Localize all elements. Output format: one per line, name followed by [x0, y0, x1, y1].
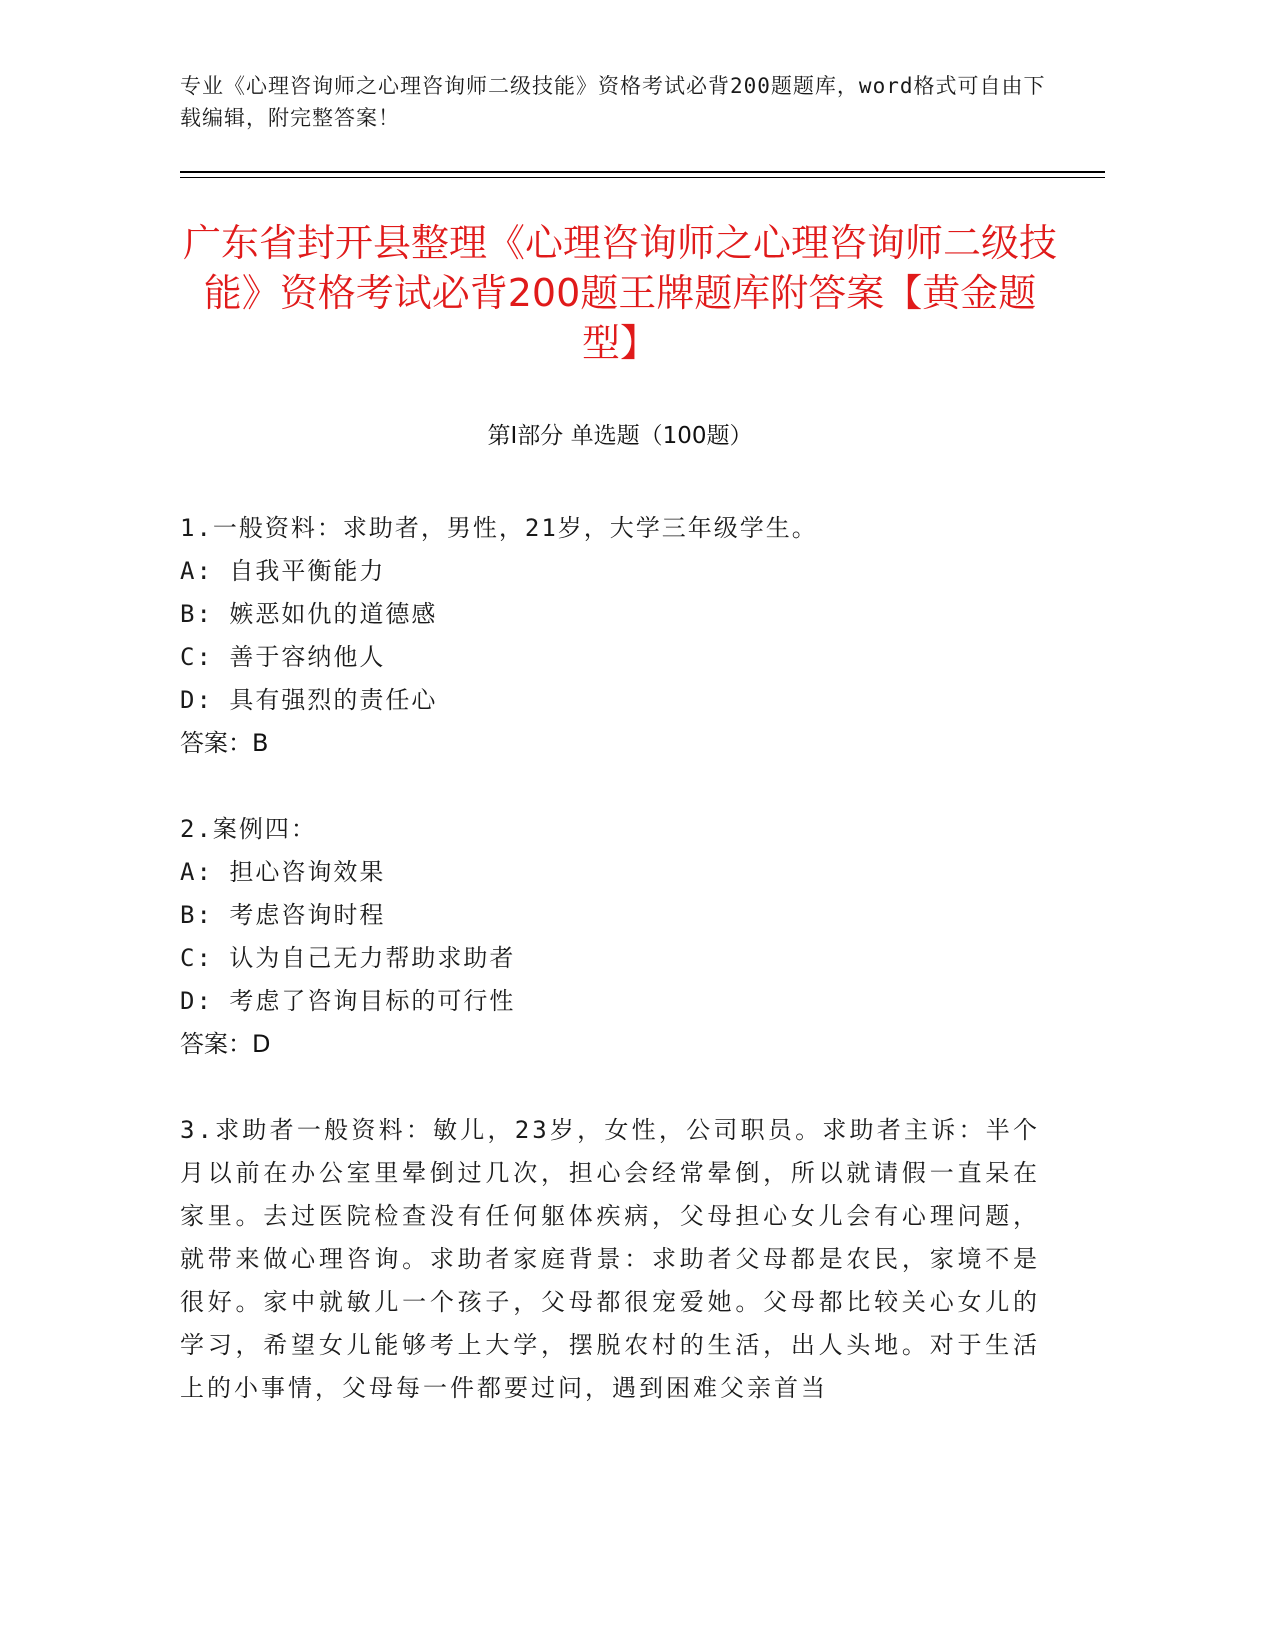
header-rule-thick: [180, 171, 1105, 173]
option-a: A: 担心咨询效果: [180, 858, 386, 886]
option-c: C: 善于容纳他人: [180, 643, 386, 671]
option-a: A: 自我平衡能力: [180, 557, 386, 585]
option-c: C: 认为自己无力帮助求助者: [180, 944, 516, 972]
question-stem: 3.求助者一般资料：敏儿，23岁，女性，公司职员。求助者主诉：半个月以前在办公室里晕倒过几次，担心会经常晕倒，所以就请假一直呆在家里。去过医院检查没有任何躯体疾病，父母担心女儿会有心理问题，就带来做心理咨询。求助者家庭背景：求助者父母都是农民，家境不是很好。家中就敏儿一个孩子，父母都很宠爱她。父母都比较关心女儿的学习，希望女儿能够考上大学，摆脱农村的生活，出人头地。对于生活上的小事情，父母每一件都要过问，遇到困难父亲首当: [180, 1116, 1040, 1402]
option-b: B: 嫉恶如仇的道德感: [180, 600, 438, 628]
answer-line: 答案：B: [180, 729, 269, 757]
question-2: [180, 808, 1040, 1066]
document-title: 广东省封开县整理《心理咨询师之心理咨询师二级技能》资格考试必背200题王牌题库附答案【黄金题型】: [182, 221, 1057, 365]
question-stem: 2.案例四：: [180, 815, 317, 843]
question-3: [180, 1109, 1040, 1410]
option-b: B: 考虑咨询时程: [180, 901, 386, 929]
option-d: D: 考虑了咨询目标的可行性: [180, 987, 516, 1015]
section-heading: 第Ⅰ部分 单选题（100题）: [487, 423, 753, 449]
question-stem: 1.一般资料：求助者，男性，21岁，大学三年级学生。: [180, 514, 818, 542]
question-list: [180, 507, 1040, 1453]
header-note: 专业《心理咨询师之心理咨询师二级技能》资格考试必背200题题库，word格式可自由下载编辑，附完整答案！: [180, 74, 1046, 130]
question-1: [180, 507, 1040, 765]
option-d: D: 具有强烈的责任心: [180, 686, 438, 714]
answer-line: 答案：D: [180, 1030, 271, 1058]
header-rule-thin: [180, 177, 1105, 178]
